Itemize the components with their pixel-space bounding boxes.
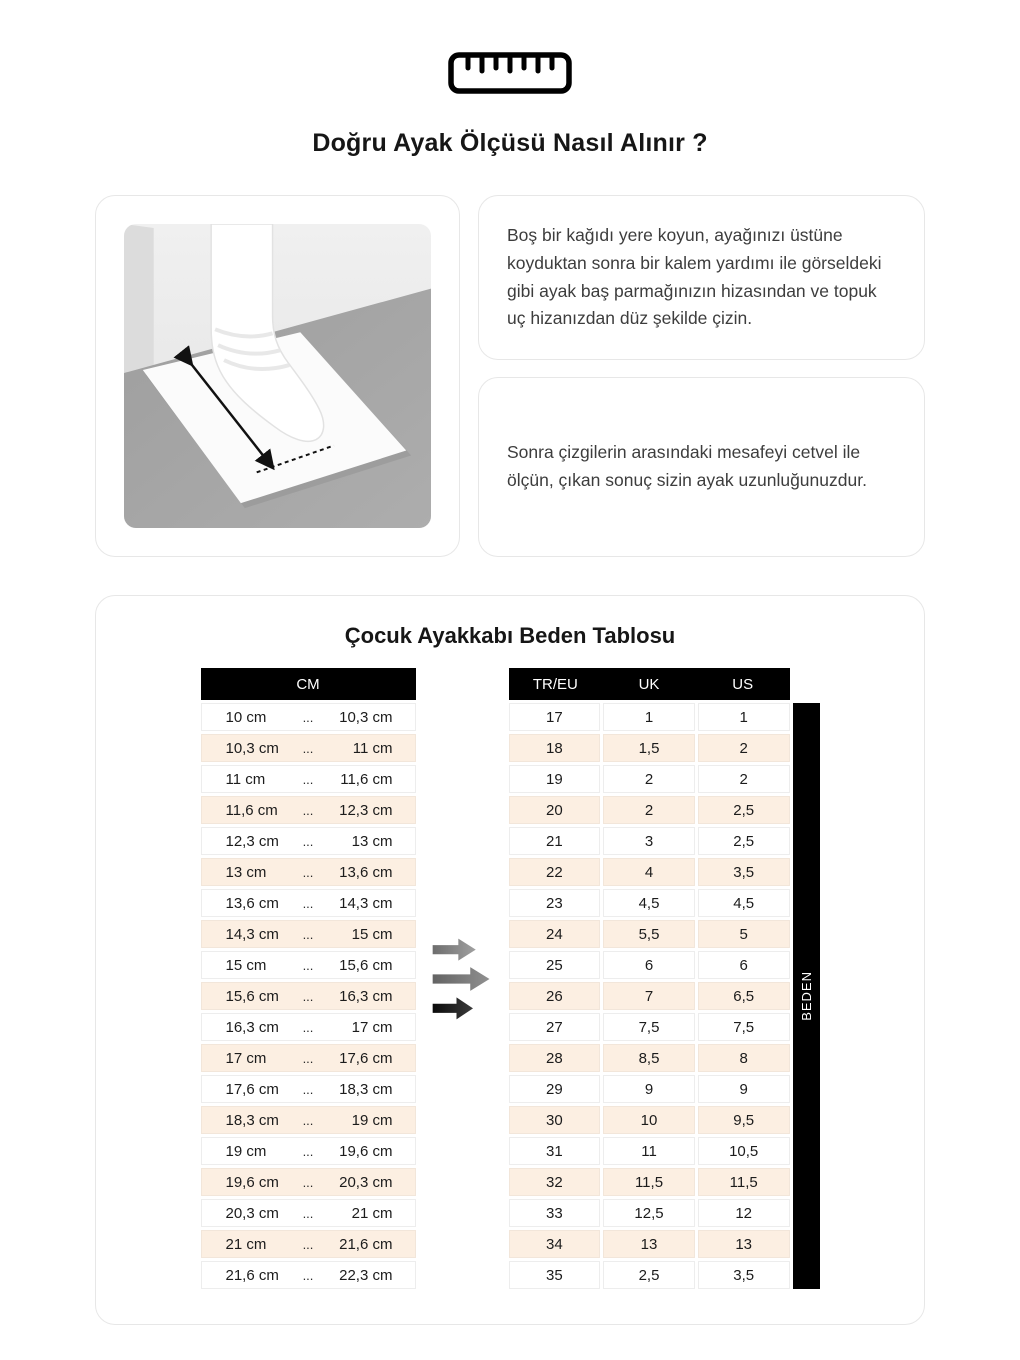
range-dots: ... (302, 1143, 314, 1159)
us-cell: 10,5 (698, 1137, 790, 1165)
cm-row (201, 1137, 416, 1165)
cm-table (201, 668, 416, 1289)
us-cell: 11,5 (698, 1168, 790, 1196)
range-dots: ... (302, 709, 314, 725)
cm-to-value: 20,3 cm (339, 1173, 393, 1191)
uk-cell: 11,5 (603, 1168, 695, 1196)
range-dots: ... (302, 1236, 314, 1252)
us-cell: 13 (698, 1230, 790, 1258)
cm-from-value: 19,6 cm (225, 1173, 279, 1191)
cm-to-value: 19,6 cm (339, 1142, 393, 1160)
cm-to-value: 21,6 cm (339, 1235, 393, 1253)
size-row (509, 1044, 790, 1072)
range-dots: ... (302, 740, 314, 756)
us-cell: 4,5 (698, 889, 790, 917)
uk-cell: 7 (603, 982, 695, 1010)
range-dots: ... (302, 1174, 314, 1190)
cm-from-value: 11 cm (225, 770, 266, 788)
us-cell: 8 (698, 1044, 790, 1072)
cm-row (201, 1261, 416, 1289)
size-table-title: Çocuk Ayakkabı Beden Tablosu (344, 623, 676, 648)
cm-to-value: 12,3 cm (339, 801, 393, 819)
cm-row (201, 1044, 416, 1072)
cm-to-value: 15,6 cm (339, 956, 393, 974)
foot-measurement-photo (124, 224, 431, 528)
tr-eu-cell: 23 (509, 889, 601, 917)
cm-from-value: 21 cm (225, 1235, 267, 1253)
cm-from-value: 13 cm (225, 863, 267, 881)
tr-eu-cell: 35 (509, 1261, 601, 1289)
cm-from-value: 16,3 cm (225, 1018, 279, 1036)
cm-table-header: CM (201, 668, 416, 700)
transfer-arrows-icon (429, 933, 495, 1025)
cm-to-value: 18,3 cm (339, 1080, 393, 1098)
uk-cell: 8,5 (603, 1044, 695, 1072)
uk-cell: 1,5 (603, 734, 695, 762)
uk-cell: 4,5 (603, 889, 695, 917)
us-cell: 9 (698, 1075, 790, 1103)
size-row (509, 1199, 790, 1227)
size-row (509, 1075, 790, 1103)
cm-to-value: 11 cm (352, 739, 393, 757)
cm-to-value: 17,6 cm (339, 1049, 393, 1067)
cm-row (201, 858, 416, 886)
range-dots: ... (302, 926, 314, 942)
uk-cell: 5,5 (603, 920, 695, 948)
size-row (509, 1137, 790, 1165)
cm-from-value: 20,3 cm (225, 1204, 279, 1222)
instruction-card-1 (478, 195, 925, 360)
tr-eu-cell: 28 (509, 1044, 601, 1072)
size-row (509, 920, 790, 948)
range-dots: ... (302, 1205, 314, 1221)
cm-to-value: 16,3 cm (339, 987, 393, 1005)
uk-cell: 12,5 (603, 1199, 695, 1227)
uk-cell: 1 (603, 703, 695, 731)
tr-eu-cell: 32 (509, 1168, 601, 1196)
uk-cell: 2 (603, 796, 695, 824)
cm-from-value: 21,6 cm (225, 1266, 279, 1284)
tr-eu-cell: 21 (509, 827, 601, 855)
tr-eu-cell: 33 (509, 1199, 601, 1227)
cm-row (201, 796, 416, 824)
cm-from-value: 11,6 cm (225, 801, 278, 819)
cm-row (201, 765, 416, 793)
cm-to-value: 19 cm (351, 1111, 393, 1129)
uk-cell: 6 (603, 951, 695, 979)
range-dots: ... (302, 1050, 314, 1066)
cm-from-value: 17,6 cm (225, 1080, 279, 1098)
photo-card (95, 195, 460, 557)
arrow-spacer (416, 668, 509, 1289)
us-cell: 12 (698, 1199, 790, 1227)
cm-row (201, 734, 416, 762)
us-cell: 9,5 (698, 1106, 790, 1134)
cm-row (201, 982, 416, 1010)
tr-eu-cell: 19 (509, 765, 601, 793)
cm-from-value: 19 cm (225, 1142, 267, 1160)
size-row (509, 734, 790, 762)
range-dots: ... (302, 1019, 314, 1035)
range-dots: ... (302, 864, 314, 880)
howto-section (95, 195, 925, 557)
cm-to-value: 11,6 cm (340, 770, 393, 788)
cm-to-value: 21 cm (351, 1204, 393, 1222)
us-cell: 2,5 (698, 827, 790, 855)
uk-cell: 11 (603, 1137, 695, 1165)
range-dots: ... (302, 957, 314, 973)
size-row (509, 951, 790, 979)
tr-eu-cell: 20 (509, 796, 601, 824)
cm-from-value: 12,3 cm (225, 832, 279, 850)
uk-cell: 2 (603, 765, 695, 793)
cm-from-value: 18,3 cm (225, 1111, 279, 1129)
uk-cell: 3 (603, 827, 695, 855)
size-row (509, 982, 790, 1010)
range-dots: ... (302, 988, 314, 1004)
range-dots: ... (302, 1081, 314, 1097)
intl-table-rows (509, 703, 790, 1289)
size-row (509, 796, 790, 824)
instruction-card-2 (478, 377, 925, 557)
range-dots: ... (302, 833, 314, 849)
cm-from-value: 14,3 cm (225, 925, 279, 943)
us-cell: 6 (698, 951, 790, 979)
us-cell: 7,5 (698, 1013, 790, 1041)
size-row (509, 1261, 790, 1289)
tr-eu-cell: 17 (509, 703, 601, 731)
cm-row (201, 889, 416, 917)
cm-from-value: 10,3 cm (225, 739, 279, 757)
cm-row (201, 1199, 416, 1227)
instruction-step-2: Sonra çizgilerin arasındaki mesafeyi cetvel ile ölçün, çıkan sonuç sizin ayak uzunluğunuzdur. (507, 442, 867, 490)
us-cell: 6,5 (698, 982, 790, 1010)
uk-cell: 10 (603, 1106, 695, 1134)
range-dots: ... (302, 802, 314, 818)
cm-from-value: 15 cm (225, 956, 267, 974)
cm-to-value: 13 cm (351, 832, 393, 850)
size-row (509, 827, 790, 855)
cm-from-value: 13,6 cm (225, 894, 279, 912)
size-tables (96, 668, 924, 1289)
uk-cell: 9 (603, 1075, 695, 1103)
us-cell: 5 (698, 920, 790, 948)
cm-row (201, 1075, 416, 1103)
ruler-icon (448, 52, 572, 94)
cm-table-rows (201, 703, 416, 1289)
range-dots: ... (302, 771, 314, 787)
size-row (509, 1230, 790, 1258)
cm-to-value: 14,3 cm (339, 894, 393, 912)
instruction-step-1: Boş bir kağıdı yere koyun, ayağınızı üstüne koyduktan sonra bir kalem yardımı ile görseldeki gibi ayak baş parmağınızın hizasından ve topuk uç hizanızdan düz şekilde çizin. (507, 225, 882, 329)
cm-to-value: 22,3 cm (339, 1266, 393, 1284)
page-title: Doğru Ayak Ölçüsü Nasıl Alınır ? (312, 129, 708, 157)
size-table-card (95, 595, 925, 1325)
tr-eu-cell: 26 (509, 982, 601, 1010)
tr-eu-cell: 25 (509, 951, 601, 979)
cm-row (201, 1106, 416, 1134)
tr-eu-cell: 30 (509, 1106, 601, 1134)
us-cell: 2,5 (698, 796, 790, 824)
cm-row (201, 920, 416, 948)
tr-eu-cell: 24 (509, 920, 601, 948)
cm-row (201, 1013, 416, 1041)
us-cell: 2 (698, 734, 790, 762)
uk-cell: 2,5 (603, 1261, 695, 1289)
cm-from-value: 15,6 cm (225, 987, 279, 1005)
beden-label: BEDEN (798, 971, 814, 1021)
us-cell: 1 (698, 703, 790, 731)
cm-row (201, 951, 416, 979)
tr-eu-cell: 22 (509, 858, 601, 886)
beden-strip (793, 703, 820, 1289)
cm-row (201, 1230, 416, 1258)
range-dots: ... (302, 895, 314, 911)
tr-eu-cell: 31 (509, 1137, 601, 1165)
cm-row (201, 703, 416, 731)
cm-to-value: 17 cm (351, 1018, 393, 1036)
cm-to-value: 15 cm (351, 925, 393, 943)
intl-table-header (509, 668, 790, 700)
range-dots: ... (302, 1267, 314, 1283)
us-cell: 3,5 (698, 1261, 790, 1289)
cm-to-value: 13,6 cm (339, 863, 393, 881)
uk-cell: 7,5 (603, 1013, 695, 1041)
tr-eu-cell: 34 (509, 1230, 601, 1258)
tr-eu-cell: 18 (509, 734, 601, 762)
uk-cell: 13 (603, 1230, 695, 1258)
tr-eu-cell: 29 (509, 1075, 601, 1103)
cm-to-value: 10,3 cm (339, 708, 393, 726)
range-dots: ... (302, 1112, 314, 1128)
cm-row (201, 827, 416, 855)
intl-header-tr-eu: TR/EU (532, 675, 578, 693)
intl-header-uk: UK (638, 675, 660, 693)
us-cell: 3,5 (698, 858, 790, 886)
size-row (509, 1168, 790, 1196)
size-row (509, 1013, 790, 1041)
size-row (509, 765, 790, 793)
uk-cell: 4 (603, 858, 695, 886)
intl-header-us: US (732, 675, 754, 693)
size-row (509, 889, 790, 917)
intl-size-table (509, 668, 790, 1289)
wall-corner (124, 224, 154, 391)
size-row (509, 858, 790, 886)
size-row (509, 703, 790, 731)
size-row (509, 1106, 790, 1134)
instruction-cards (478, 195, 925, 557)
us-cell: 2 (698, 765, 790, 793)
cm-row (201, 1168, 416, 1196)
cm-from-value: 10 cm (225, 708, 267, 726)
page-header (0, 0, 1020, 158)
tr-eu-cell: 27 (509, 1013, 601, 1041)
cm-from-value: 17 cm (225, 1049, 267, 1067)
